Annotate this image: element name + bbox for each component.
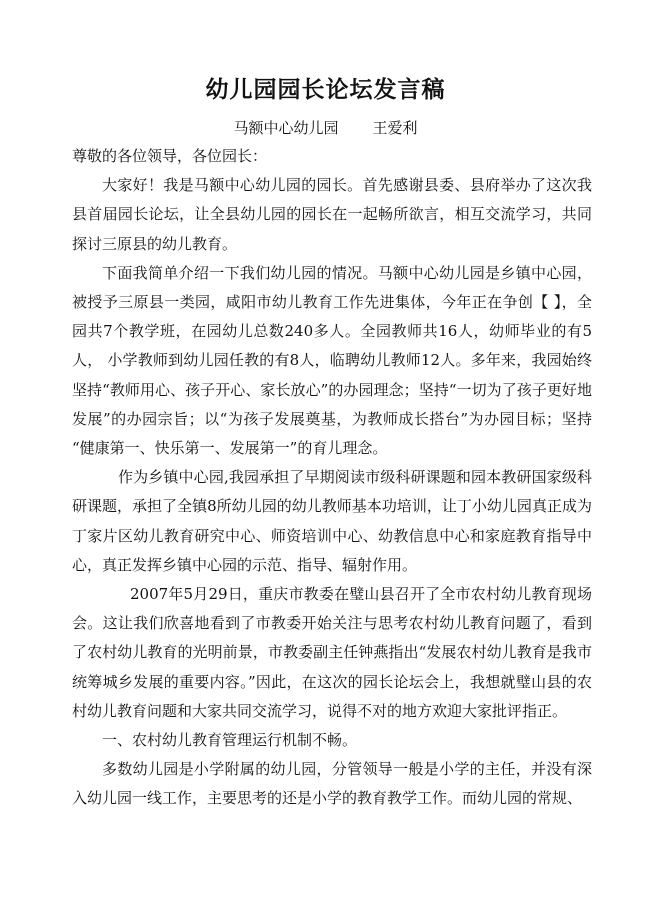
paragraph-management: 多数幼儿园是小学附属的幼儿园，分管领导一般是小学的主任，并没有深入幼儿园一线工作，主要思考的还是小学的教育教学工作。而幼儿园的常规、 [72,760,592,808]
byline-author: 王爱利 [372,119,418,137]
document-title: 幼儿园园长论坛发言稿 [205,76,446,103]
paragraph-opening: 大家好！我是马额中心幼儿园的园长。首先感谢县委、县府举办了这次我县首届园长论坛，让全县幼儿园的园长在一起畅所欲言，相互交流学习，共同探讨三原县的幼儿教育。 [72,176,592,253]
paragraph-introduction: 下面我简单介绍一下我们幼儿园的情况。马额中心幼儿园是乡镇中心园，被授予三原县一类园，咸阳市幼儿教育工作先进集体，今年正在争创【 】，全园共7个教学班，在园幼儿总数240多人。全园教师共16人，幼师毕业的有5人， 小学教师到幼儿园任教的有8人，临聘幼儿教师12人。多年来，我园始终坚持“教师用心、孩子开心、家长放心”的办园理念；坚持“一切为了孩子更好地发展”的办园宗旨；以“为孩子发展奠基，为教师成长搭台”为办园目标；坚持 “健康第一、快乐第一、发展第一”的育儿理念。 [72,263,592,458]
paragraph-conference: 2007年5月29日，重庆市教委在璧山县召开了全市农村幼儿教育现场会。这让我们欣喜地看到了市教委开始关注与思考农村幼儿教育问题了，看到了农村幼儿教育的光明前景，市教委副主任钟燕指出“发展农村幼儿教育是我市统筹城乡发展的重要内容。”因此，在这次的园长论坛会上，我想就璧山县的农村幼儿教育问题和大家共同交流学习，说得不对的地方欢迎大家批评指正。 [72,585,592,720]
section-heading-1: 一、农村幼儿教育管理运行机制不畅。 [102,731,358,750]
byline [0,116,651,140]
document-body [72,142,592,814]
byline-organization: 马额中心幼儿园 [233,119,339,137]
paragraph-greeting: 尊敬的各位领导，各位园长： [72,147,268,165]
paragraph-central-role: 作为乡镇中心园,我园承担了早期阅读市级科研课题和园本教研国家级科研课题，承担了全镇8所幼儿园的幼儿教师基本功培训，让丁小幼儿园真正成为丁家片区幼儿教育研究中心、师资培训中心、幼教信息中心和家庭教育指导中心，真正发挥乡镇中心园的示范、指导、辐射作用。 [72,468,592,574]
